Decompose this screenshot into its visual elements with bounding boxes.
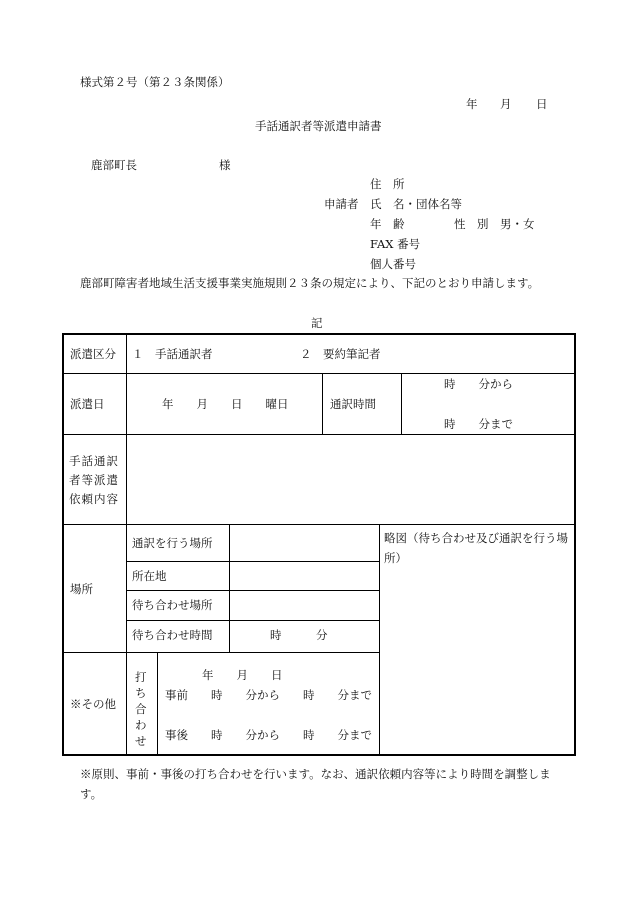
- honorific: 様: [219, 158, 231, 172]
- applicant-name-label: 氏 名・団体名等: [370, 197, 462, 211]
- dispatch-date-fields: 年 月 日 曜日: [162, 397, 289, 411]
- interpret-place-label: 通訳を行う場所: [132, 536, 213, 550]
- applicant-fax-label: FAX 番号: [370, 237, 421, 251]
- date-year: 年: [466, 97, 478, 111]
- uchiawase-date: 年 月 日: [202, 668, 283, 682]
- interpret-time-label: 通訳時間: [330, 397, 376, 411]
- uchiawase-label: 打ち合わせ: [135, 670, 147, 748]
- ki-heading: 記: [311, 316, 323, 330]
- dispatch-date-label: 派遣日: [70, 397, 105, 411]
- date-day: 日: [536, 97, 548, 111]
- option-summary-writer: ２ 要約筆記者: [300, 347, 381, 361]
- date-month: 月: [500, 97, 512, 111]
- time-to: 時 分まで: [444, 417, 513, 431]
- meeting-time-label: 待ち合わせ時間: [132, 628, 213, 642]
- request-content-label: 手話通訳者等派遣依頼内容: [69, 454, 119, 506]
- addressee: 鹿部町長: [91, 158, 137, 172]
- applicant-role-label: 申請者: [324, 197, 359, 211]
- page-title: 手話通訳者等派遣申請書: [255, 119, 382, 133]
- location-label: 所在地: [132, 569, 167, 583]
- applicant-sex-label: 性 別 男・女: [454, 217, 535, 231]
- before-time: 事前 時 分から 時 分まで: [165, 688, 372, 702]
- footnote: ※原則、事前・事後の打ち合わせを行います。なお、通訳依頼内容等により時間を調整します。: [80, 767, 551, 801]
- meeting-time-value: 時 分: [270, 628, 328, 642]
- time-from: 時 分から: [444, 377, 513, 391]
- dispatch-category-label: 派遣区分: [70, 347, 116, 361]
- option-sign-interpreter: １ 手話通訳者: [132, 347, 213, 361]
- application-statement: 鹿部町障害者地域生活支援事業実施規則２３条の規定により、下記のとおり申請します。: [80, 276, 540, 290]
- map-label: 略図（待ち合わせ及び通訳を行う場所）: [384, 531, 568, 565]
- place-label: 場所: [70, 582, 93, 596]
- other-label: ※その他: [70, 697, 116, 711]
- after-time: 事後 時 分から 時 分まで: [165, 728, 372, 742]
- applicant-age-label: 年 齢: [370, 217, 405, 231]
- applicant-address-label: 住 所: [370, 177, 405, 191]
- meeting-place-label: 待ち合わせ場所: [132, 598, 213, 612]
- applicant-personal-number-label: 個人番号: [370, 257, 416, 271]
- form-number: 様式第２号（第２３条関係）: [80, 75, 230, 89]
- application-table: [62, 333, 576, 756]
